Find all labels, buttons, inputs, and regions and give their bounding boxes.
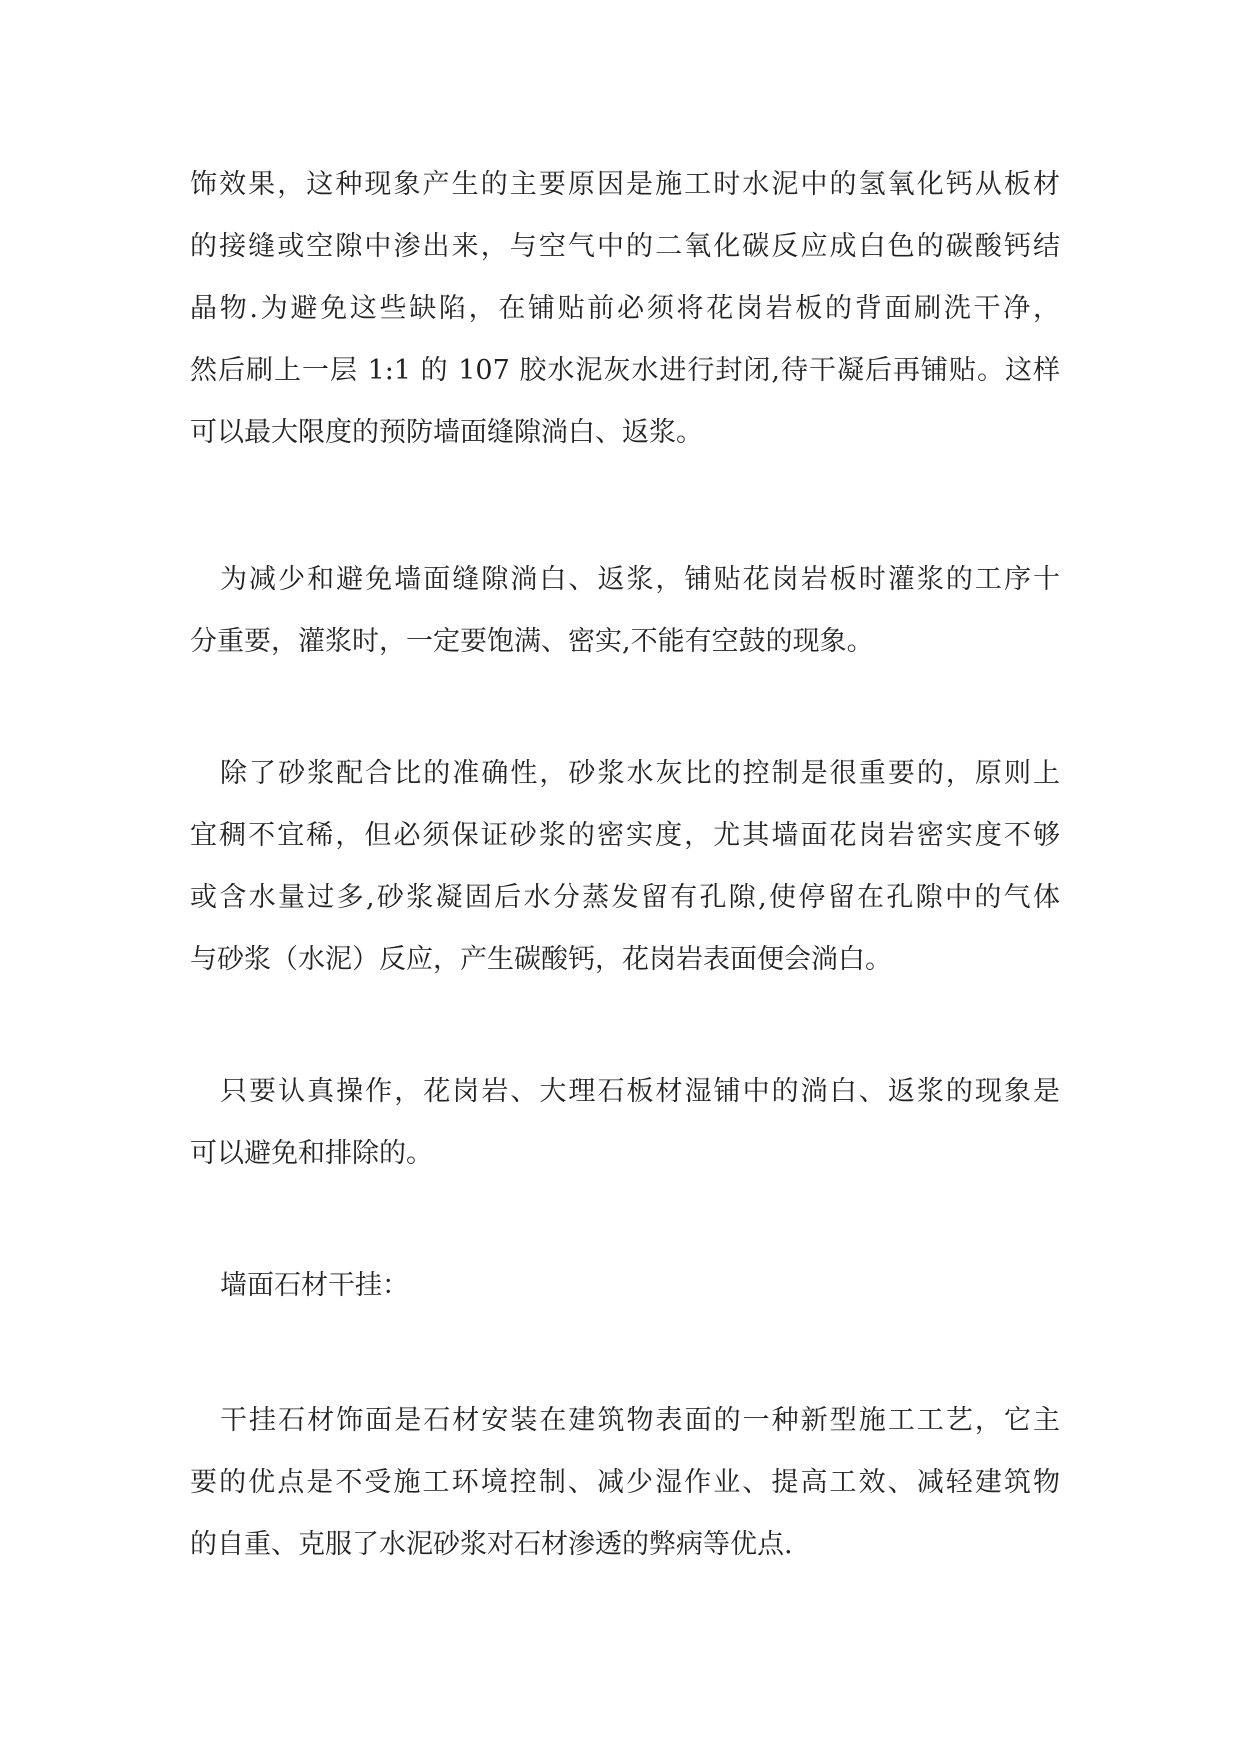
paragraph-dry-hanging-advantages xyxy=(190,1390,1060,1576)
text-line: 可以最大限度的预防墙面缝隙淌白、返浆。 xyxy=(190,417,703,448)
text-line: 可以避免和排除的。 xyxy=(190,1138,433,1169)
section-heading-dry-hanging xyxy=(190,1255,1060,1317)
text-line: 墙面石材干挂： xyxy=(220,1270,409,1301)
text-line: 干挂石材饰面是石材安装在建筑物表面的一种新型施工工艺，它主 xyxy=(220,1405,1060,1436)
text-line: 晶物.为避免这些缺陷，在铺贴前必须将花岗岩板的背面刷洗干净， xyxy=(190,293,1060,324)
paragraph-grouting xyxy=(190,549,1060,673)
text-line: 的接缝或空隙中渗出来，与空气中的二氧化碳反应成白色的碳酸钙结 xyxy=(190,231,1060,262)
text-line: 与砂浆（水泥）反应，产生碳酸钙，花岗岩表面便会淌白。 xyxy=(190,944,892,975)
text-line: 宜稠不宜稀，但必须保证砂浆的密实度，尤其墙面花岗岩密实度不够 xyxy=(190,820,1060,851)
text-line: 为减少和避免墙面缝隙淌白、返浆，铺贴花岗岩板时灌浆的工序十 xyxy=(220,564,1060,595)
paragraph-careful-operation xyxy=(190,1061,1060,1185)
text-line: 除了砂浆配合比的准确性，砂浆水灰比的控制是很重要的，原则上 xyxy=(220,758,1060,789)
text-line: 或含水量过多,砂浆凝固后水分蒸发留有孔隙,使停留在孔隙中的气体 xyxy=(190,882,1060,913)
text-line: 然后刷上一层 1:1 的 107 胶水泥灰水进行封闭,待干凝后再铺贴。这样 xyxy=(190,355,1060,386)
text-line: 要的优点是不受施工环境控制、减少湿作业、提高工效、减轻建筑物 xyxy=(190,1467,1060,1498)
paragraph-efflorescence-cause xyxy=(190,154,1060,464)
text-line: 的自重、克服了水泥砂浆对石材渗透的弊病等优点. xyxy=(190,1529,793,1560)
text-line: 饰效果，这种现象产生的主要原因是施工时水泥中的氢氧化钙从板材 xyxy=(190,169,1060,200)
text-line: 分重要，灌浆时，一定要饱满、密实,不能有空鼓的现象。 xyxy=(190,626,874,657)
paragraph-mortar-ratio xyxy=(190,743,1060,991)
text-line: 只要认真操作，花岗岩、大理石板材湿铺中的淌白、返浆的现象是 xyxy=(220,1076,1060,1107)
